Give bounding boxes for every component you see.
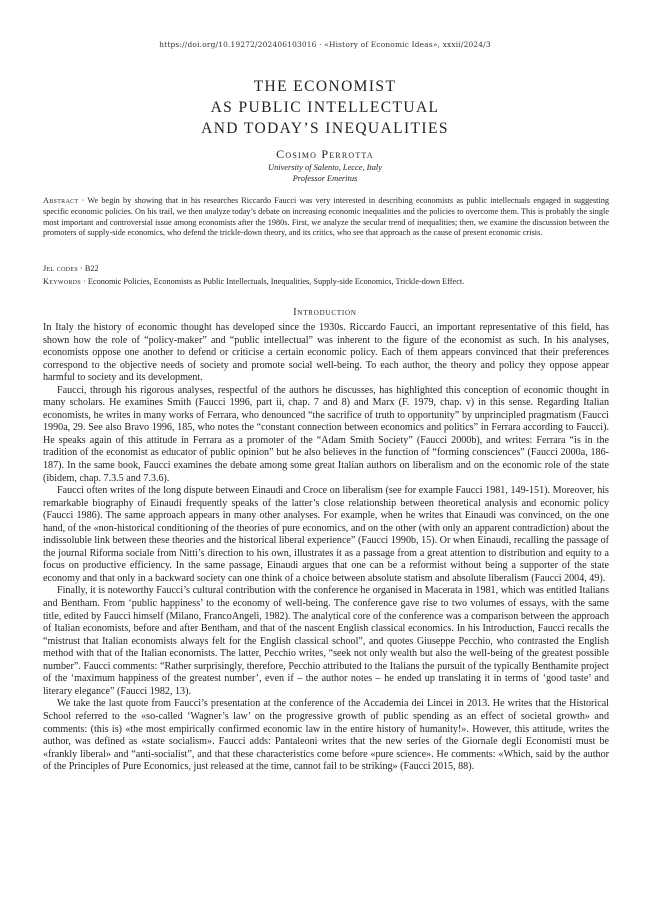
paragraph: Faucci often writes of the long dispute between Einaudi and Croce on liberalism (see for example Faucci 1981, 149-151). Moreover, his remarkable biography of Einaudi frequently speaks of the latter’s close relationship between theoretical analysis and economic policy (Faucci 1986). The same approach appears in many other analyses. For example, when he writes that Einaudi was convinced, on the one hand, of the «non-historical conditioning of the theories of pure economics, and on the other (with only an apparent contradiction) about the indissoluble link between these theories and the historical liberal experience” (Faucci 1990b, 15). Or when Einaudi, recalling the passage of the journal Riforma sociale from Nitti’s direction to his own, illustrates it as a passage from a great attention to distribution and equity to a focus on productive efficiency. In the same passage, Einaudi argues that one can be a reformist without being a supporter of the state economy and that only in a backward society can one think of a choice between absolute statism and absolute liberalism (Faucci 2004, 49). xyxy=(43,485,609,584)
paragraph: In Italy the history of economic thought has developed since the 1930s. Riccardo Faucci, an important representative of this field, has shown how the role of “policy-maker” and “public intellectual” was inherent to the figure of the economist as such. In his analyses, economists oppose one another to defend or criticise a certain economic policy. Each of them appears convinced that their preferences correspond to the objective needs of society and promote social well-being. To each author, the theory and policy they oppose appear harmful to society and its development. xyxy=(43,322,609,384)
article-body xyxy=(43,322,609,774)
title-line-3: AND TODAY’S INEQUALITIES xyxy=(201,120,449,137)
author-name: Cosimo Perrotta xyxy=(276,147,374,161)
keywords xyxy=(43,276,609,287)
jel-text: · B22 xyxy=(77,264,99,273)
keywords-label: Keywords xyxy=(43,277,82,286)
keywords-text: · Economic Policies, Economists as Public Intellectuals, Inequalities, Supply-side Economics, Trickle-down Effect. xyxy=(81,277,465,286)
abstract-label: Abstract xyxy=(43,196,79,205)
abstract xyxy=(43,196,609,239)
jel-label: Jel codes xyxy=(43,264,78,273)
jel-codes xyxy=(43,263,609,274)
author-affiliation-block xyxy=(0,162,650,184)
paragraph: Faucci, through his rigorous analyses, respectful of the authors he discusses, has highlighted this conception of economic thought in many scholars. He examines Smith (Faucci 1996, part ii, chap. 7 and 8) and Marx (F. 1979, chap. v) in this sense. Regarding Italian economists, he writes in many works of Ferrara, who denounced “the sacrifice of truth to opportunity” by unprincipled pragmatism (Faucci 1990a, 29. See also Bravo 1996, 185, who notes the “constant connection between economics and politics” in Ferrara according to Faucci). He speaks again of this attitude in Ferrara as a promoter of the “Adam Smith Society” (Faucci 2000b), and writes: Ferrara “is in the tradition of the economist as educator of public opinion” but he also believes in the function of “forming consciences” (Faucci 2000a, 186-187). In the same book, Faucci examines the debate among some great Italian authors on liberalism and on the economic role of the state (ibidem, chap. 7.3.5 and 7.3.6). xyxy=(43,384,609,484)
title-line-2: AS PUBLIC INTELLECTUAL xyxy=(210,99,440,116)
section-heading: Introduction xyxy=(293,307,357,318)
author-position: Professor Emeritus xyxy=(292,174,358,183)
paragraph: Finally, it is noteworthy Faucci’s cultural contribution with the conference he organised in Macerata in 1981, which was entitled Italians and Bentham. From ‘public happiness’ to the economy of well-being. The conference gave rise to two volumes of essays, with the same title, edited by Faucci himself (Milano, FrancoAngeli, 1982). The analytical core of the conference was a comparison between the approach of Italian economists, before and after Bentham, and that of the nascent English classical economics. In his Introduction, Faucci recalls the “mistrust that Italian economists always felt for the English classical school”, and quotes Giuseppe Pecchio, who contrasted the English method with that of the Italian economists. The latter, Pecchio writes, “seek not only wealth but also the well-being of the greatest possible number”. Faucci comments: “Rather surprisingly, therefore, Pecchio attributed to the Italians the pursuit of the typically Benthamite project of the ‘maximum happiness of the greatest number’, even if – the author notes – he ended up translating it in terms of ‘good taste’ and literary elegance” (Faucci 1982, 13). xyxy=(43,585,609,697)
title-line-1: THE ECONOMIST xyxy=(253,78,397,95)
paragraph: We take the last quote from Faucci’s presentation at the conference of the Accademia dei Lincei in 2013. He writes that the Historical School referred to the «so-called ‘Wagner’s law’ on the progressive growth of public spending as an effect of societal growth» and comments: (this is) «the most empirically confirmed economic law in the entire history of humanity!». However, this attitude, writes the author, was defined as «state socialism». Faucci adds: Pantaleoni writes that the new series of the Giornale degli Economisti must be «frankly liberal» and “anti-socialist”, and that these characteristics come before «pure science». He comments: «Which, said by the author of the Principles of Pure Economics, just released at the time, cannot fail to be striking» (Faucci 2015, 88). xyxy=(43,698,609,773)
article-title xyxy=(0,76,650,139)
running-head: https://doi.org/10.19272/202406103016 · «History of Economic Ideas», xxxii/2024/3 xyxy=(159,40,491,49)
author-affiliation: University of Salento, Lecce, Italy xyxy=(268,163,382,172)
abstract-text: · We begin by showing that in his researches Riccardo Faucci was very interested in describing economists as public intellectuals engaged in suggesting specific economic policies. On his trail, we then analyze today’s debate on increasing economic inequalities and the policies to overcome them. This is probably the single most important and controversial issue among economists after the 1980s. First, we analyze the secular trend of inequalities; then, we examine the discussion between the promoters of supply-side economics, who defend the trickle-down theory, and its critics, who see that approach as the cause of present economic crisis. xyxy=(43,196,609,238)
